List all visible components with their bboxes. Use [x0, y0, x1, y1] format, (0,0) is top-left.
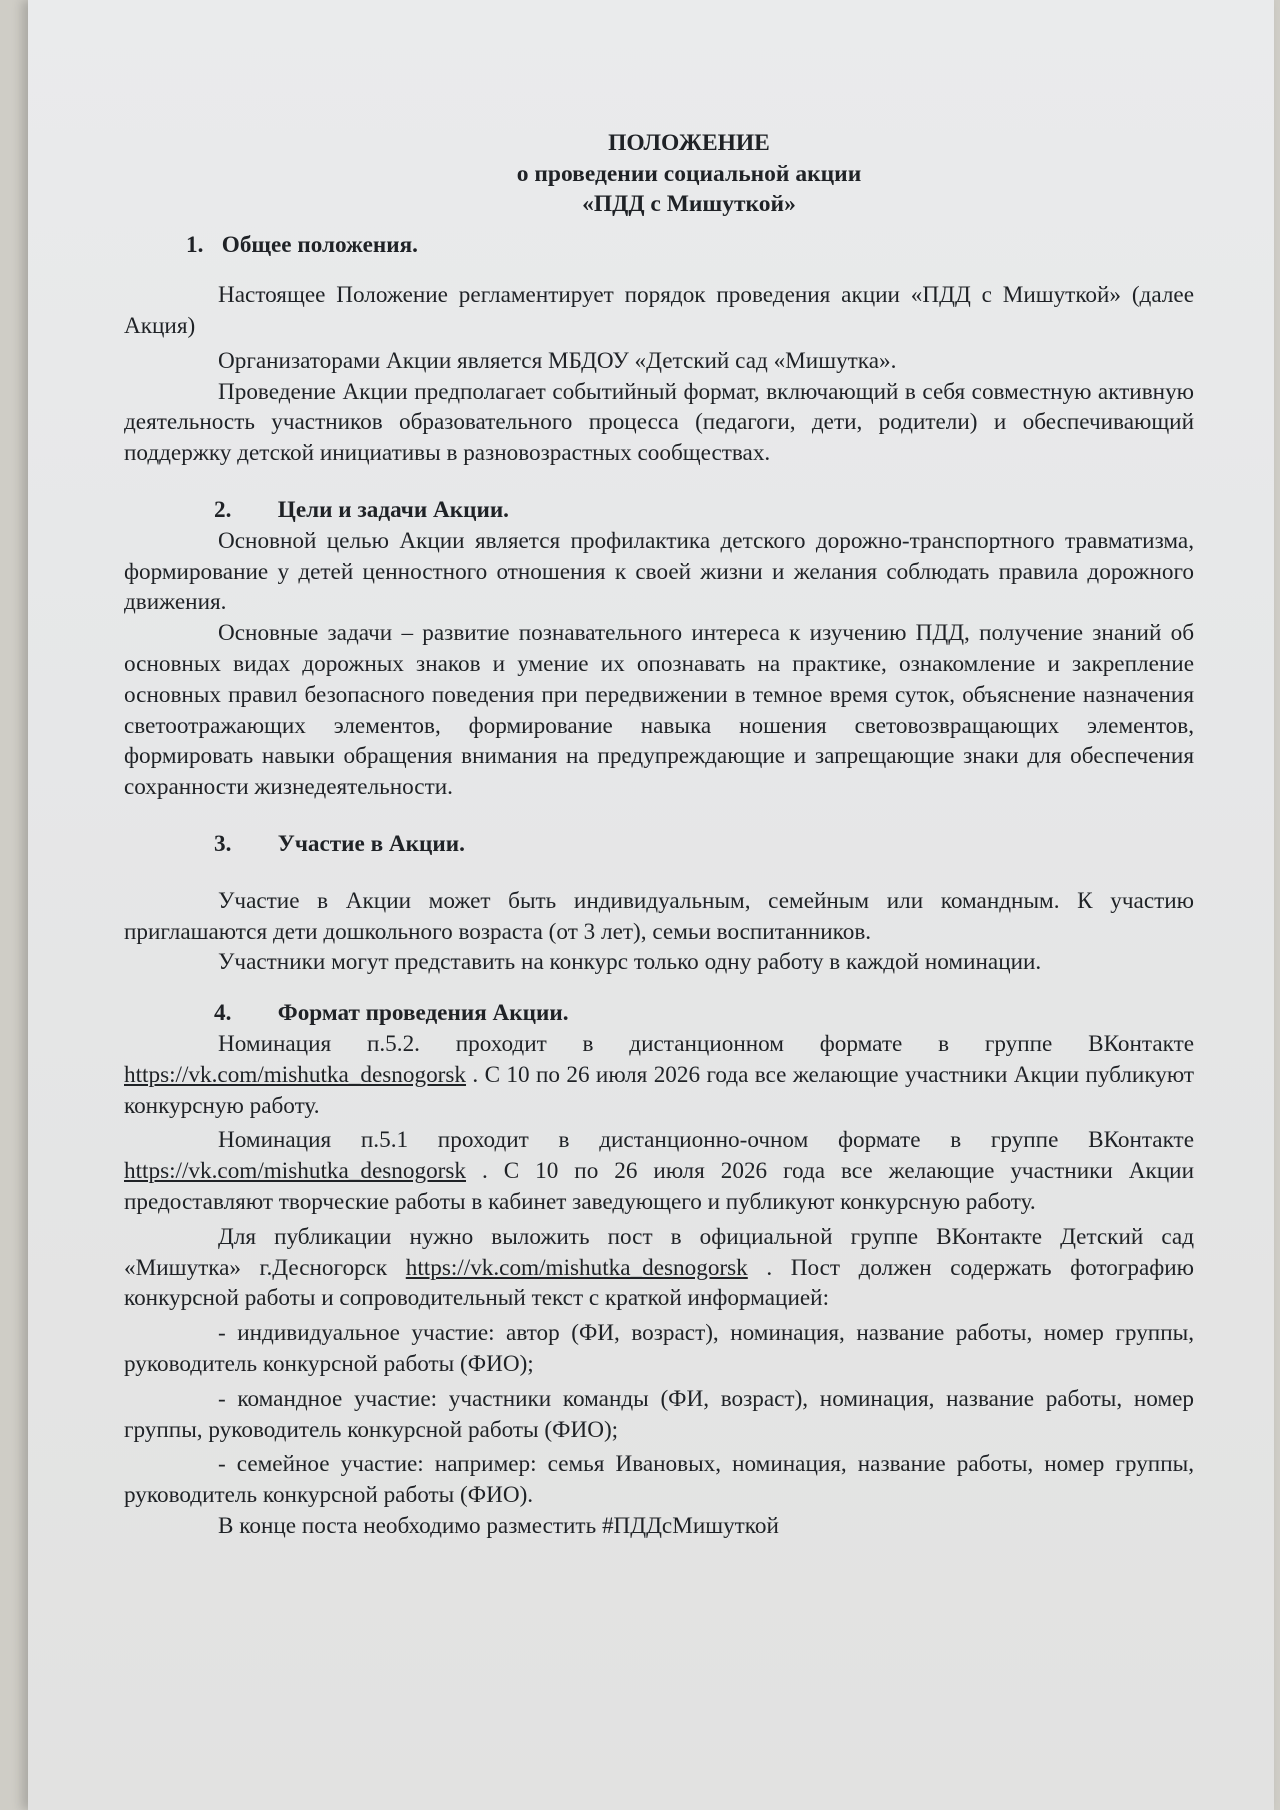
- section-4-paragraph-3: [124, 1222, 1194, 1314]
- section-3-paragraph-2: Участники могут представить на конкурс только одну работу в каждой номинации.: [218, 949, 1042, 976]
- participation-item-team: - командное участие: участники команды (ФИ, возраст), номинация, название работы, номер группы, руководитель конкурсной работы (ФИО);: [124, 1385, 1194, 1443]
- section-4-paragraph-2: [124, 1125, 1194, 1217]
- document-body: [124, 128, 1194, 1542]
- section-4-paragraph-2-text-end: . С 10 по 26 июля 2026 года все желающие участники Акции предоставляют творческие работы в кабинет заведующего и публикуют конкурсную работу.: [124, 1158, 1194, 1216]
- section-3-heading: [124, 829, 1194, 860]
- section-2-number: 2.: [214, 497, 232, 524]
- section-4-number: 4.: [214, 1000, 232, 1027]
- section-4-title: Формат проведения Акции.: [277, 1000, 569, 1027]
- section-1-number: 1.: [186, 231, 204, 258]
- section-4-paragraph-1-text: Номинация п.5.2. проходит в дистанционном формате в группе ВКонтакте: [218, 1031, 1194, 1058]
- section-2-heading: [124, 495, 1194, 526]
- section-4-paragraph-3-text-end: . Пост должен содержать фотографию конкурсной работы и сопроводительный текст с краткой информацией:: [124, 1254, 1194, 1312]
- section-2-title: Цели и задачи Акции.: [277, 497, 509, 524]
- section-2-paragraph-1: Основной целью Акции является профилактика детского дорожно-транспортного травматизма, формирование у детей ценностного отношения к своей жизни и желания соблюдать правила дорожного движения.: [124, 527, 1194, 616]
- vk-group-link-1[interactable]: https://vk.com/mishutka_desnogorsk: [124, 1061, 467, 1088]
- document-title: [124, 128, 1194, 220]
- vk-group-link-2[interactable]: https://vk.com/mishutka_desnogorsk: [124, 1158, 467, 1185]
- title-line-1: ПОЛОЖЕНИЕ: [608, 130, 770, 156]
- section-3-number: 3.: [214, 831, 232, 858]
- section-1-paragraph-3: Проведение Акции предполагает событийный формат, включающий в себя совместную активную деятельность участников образовательного процесса (педагоги, дети, родители) и обеспечивающий поддержку детской инициативы в разновозрастных сообществах.: [124, 378, 1194, 467]
- section-4-paragraph-3-text: Для публикации нужно выложить пост в официальной группе ВКонтакте Детский сад «Мишутка» г.Десногорск: [124, 1223, 1194, 1281]
- section-4-heading: [124, 998, 1194, 1029]
- section-4-hashtag-paragraph: В конце поста необходимо разместить #ПДДсМишуткой: [218, 1512, 779, 1539]
- section-2-paragraph-2: Основные задачи – развитие познавательного интереса к изучению ПДД, получение знаний об основных видах дорожных знаков и умение их опознавать на практике, ознакомление и закрепление основных правил безопасного поведения при передвижении в темное время суток, объяснение назначения светоотражающих элементов, формирование навыка ношения световозвращающих элементов, формировать навыки обращения внимания на предупреждающие и запрещающие знаки для обеспечения сохранности жизнедеятельности.: [124, 620, 1194, 801]
- section-1-title: Общее положения.: [221, 231, 418, 258]
- document-page: [28, 0, 1274, 1810]
- section-1-paragraph-1: Настоящее Положение регламентирует порядок проведения акции «ПДД с Мишуткой» (далее Акция): [124, 282, 1194, 340]
- section-4-paragraph-2-text: Номинация п.5.1 проходит в дистанционно-очном формате в группе ВКонтакте: [218, 1127, 1194, 1154]
- section-3-paragraph-1: Участие в Акции может быть индивидуальным, семейным или командным. К участию приглашаются дети дошкольного возраста (от 3 лет), семьи воспитанников.: [124, 887, 1194, 945]
- section-1-paragraph-2: Организаторами Акции является МБДОУ «Детский сад «Мишутка».: [218, 347, 897, 374]
- section-1-heading: [124, 230, 1194, 261]
- vk-group-link-3[interactable]: https://vk.com/mishutka_desnogorsk: [405, 1254, 748, 1281]
- title-line-2: о проведении социальной акции: [516, 160, 862, 187]
- section-3-title: Участие в Акции.: [277, 831, 465, 858]
- title-line-3: «ПДД с Мишуткой»: [582, 191, 796, 217]
- participation-item-family: - семейное участие: например: семья Ивановых, номинация, название работы, номер группы, руководитель конкурсной работы (ФИО).: [124, 1451, 1194, 1509]
- section-4-paragraph-1: [124, 1029, 1194, 1121]
- participation-item-individual: - индивидуальное участие: автор (ФИ, возраст), номинация, название работы, номер группы, руководитель конкурсной работы (ФИО);: [124, 1320, 1194, 1377]
- section-4-paragraph-1-text-end: . С 10 по 26 июля 2026 года все желающие участники Акции публикуют конкурсную работу.: [124, 1061, 1194, 1119]
